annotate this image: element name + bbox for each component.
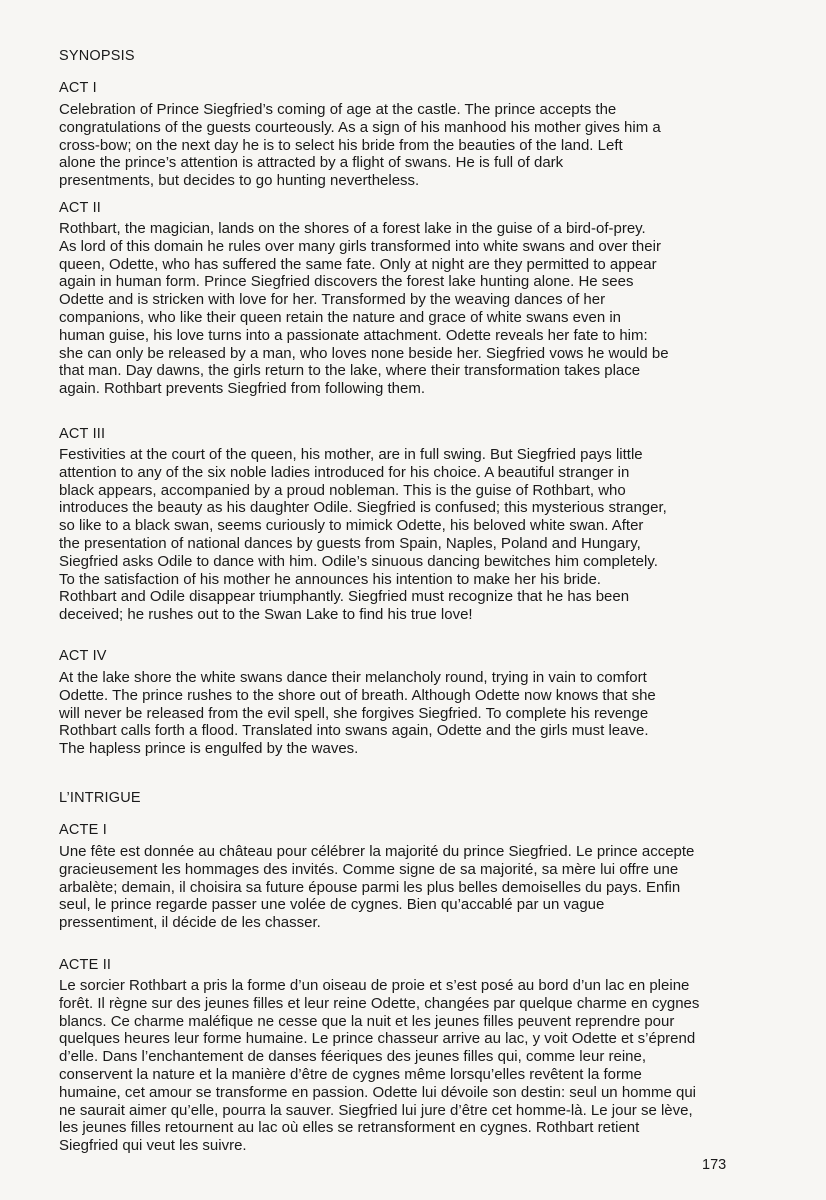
page-number: 173: [702, 1157, 727, 1173]
text-line: les jeunes filles retournent au lac où elles se retransforment en cygnes. Rothbart retient: [59, 1119, 640, 1137]
text-line: Rothbart and Odile disappear triumphantly. Siegfried must recognize that he has been: [59, 588, 630, 606]
text-line: so like to a black swan, seems curiously to mimick Odette, his beloved white swan. After: [59, 517, 644, 535]
text-line: again in human form. Prince Siegfried discovers the forest lake hunting alone. He sees: [59, 273, 634, 291]
text-line: seul, le prince regarde passer une volée de cygnes. Bien qu’accablé par un vague: [59, 896, 605, 914]
act-2-heading: ACT II: [59, 200, 102, 216]
text-line: companions, who like their queen retain the nature and grace of white swans even in: [59, 308, 622, 326]
text-line: cross-bow; on the next day he is to select his bride from the beauties of the land. Left: [59, 136, 623, 154]
text-line: will never be released from the evil spell, she forgives Siegfried. To complete his revenge: [59, 704, 649, 722]
text-line: Festivities at the court of the queen, his mother, are in full swing. But Siegfried pays little: [59, 446, 643, 463]
text-line: conservent la nature et la manière d’être de cygnes même lorsqu’elles revêtent la forme: [59, 1065, 642, 1083]
act-1-paragraph: [59, 101, 749, 190]
text-line: queen, Odette, who has suffered the same fate. Only at night are they permitted to appear: [59, 255, 657, 273]
text-line: Le sorcier Rothbart a pris la forme d’un oiseau de proie et s’est posé au bord d’un lac en pleine: [59, 977, 690, 994]
text-line: d’elle. Dans l’enchantement de danses féeriques des jeunes filles qui, comme leur reine,: [59, 1048, 646, 1066]
text-line: Siegfried qui veut les suivre.: [59, 1137, 247, 1155]
text-line: quelques heures leur forme humaine. Le prince chasseur arrive au lac, y voit Odette et s’éprend: [59, 1030, 696, 1048]
text-line: ne saurait aimer qu’elle, pourra la sauver. Siegfried lui jure d’être cet homme-là. Le jour se lève,: [59, 1101, 693, 1119]
text-line: forêt. Il règne sur des jeunes filles et leur reine Odette, changées par quelque charme en cygnes: [59, 994, 700, 1012]
text-line: black appears, accompanied by a proud nobleman. This is the guise of Rothbart, who: [59, 481, 626, 499]
text-line: The hapless prince is engulfed by the waves.: [59, 740, 359, 758]
text-line: Siegfried asks Odile to dance with him. Odile’s sinuous dancing bewitches him completely.: [59, 552, 658, 570]
text-line: At the lake shore the white swans dance their melancholy round, trying in vain to comfort: [59, 669, 647, 686]
act-2-paragraph: [59, 220, 749, 398]
text-line: attention to any of the six noble ladies introduced for his choice. A beautiful stranger in: [59, 463, 630, 481]
acte-2-paragraph: [59, 977, 749, 1155]
text-line: again. Rothbart prevents Siegfried from following them.: [59, 380, 426, 398]
acte-2-heading: ACTE II: [59, 957, 112, 973]
text-line: Une fête est donnée au château pour célébrer la majorité du prince Siegfried. Le prince accepte: [59, 843, 695, 860]
text-line: Odette. The prince rushes to the shore out of breath. Although Odette now knows that she: [59, 686, 656, 704]
text-line: Odette and is stricken with love for her. Transformed by the weaving dances of her: [59, 291, 606, 309]
acte-1-heading: ACTE I: [59, 822, 107, 838]
text-line: congratulations of the guests courteously. As a sign of his manhood his mother gives him a: [59, 118, 661, 136]
synopsis-title: SYNOPSIS: [59, 48, 135, 64]
text-line: that man. Day dawns, the girls return to the lake, where their transformation takes place: [59, 362, 641, 380]
text-line: Rothbart, the magician, lands on the shores of a forest lake in the guise of a bird-of-prey.: [59, 220, 646, 237]
text-line: humaine, cet amour se transforme en passion. Odette lui dévoile son destin: seul un homme qui: [59, 1083, 697, 1101]
text-line: Rothbart calls forth a flood. Translated into swans again, Odette and the girls must leave.: [59, 722, 649, 740]
text-line: As lord of this domain he rules over many girls transformed into white swans and over their: [59, 237, 661, 255]
text-line: presentments, but decides to go hunting nevertheless.: [59, 172, 420, 190]
text-line: pressentiment, il décide de les chasser.: [59, 914, 321, 932]
text-line: alone the prince’s attention is attracted by a flight of swans. He is full of dark: [59, 154, 564, 172]
text-line: arbalète; demain, il choisira sa future épouse parmi les plus belles demoiselles du pays. Enfin: [59, 878, 681, 896]
act-1-heading: ACT I: [59, 80, 97, 96]
acte-1-paragraph: [59, 843, 749, 932]
text-line: human guise, his love turns into a passionate attachment. Odette reveals her fate to him:: [59, 326, 648, 344]
text-line: To the satisfaction of his mother he announces his intention to make her his bride.: [59, 570, 601, 588]
text-line: introduces the beauty as his daughter Odile. Siegfried is confused; this mysterious stranger,: [59, 499, 667, 517]
act-3-heading: ACT III: [59, 426, 106, 442]
text-line: deceived; he rushes out to the Swan Lake to find his true love!: [59, 606, 473, 624]
text-line: Celebration of Prince Siegfried’s coming of age at the castle. The prince accepts the: [59, 101, 617, 118]
act-4-paragraph: [59, 669, 749, 758]
text-line: she can only be released by a man, who loves none beside her. Siegfried vows he would be: [59, 344, 669, 362]
act-3-paragraph: [59, 446, 749, 624]
text-line: the presentation of national dances by guests from Spain, Naples, Poland and Hungary,: [59, 534, 641, 552]
text-line: gracieusement les hommages des invités. Comme signe de sa majorité, sa mère lui offre une: [59, 860, 679, 878]
act-4-heading: ACT IV: [59, 648, 107, 664]
intrigue-title: L’INTRIGUE: [59, 790, 141, 806]
text-line: blancs. Ce charme maléfique ne cesse que la nuit et les jeunes filles peuvent reprendre pour: [59, 1012, 675, 1030]
